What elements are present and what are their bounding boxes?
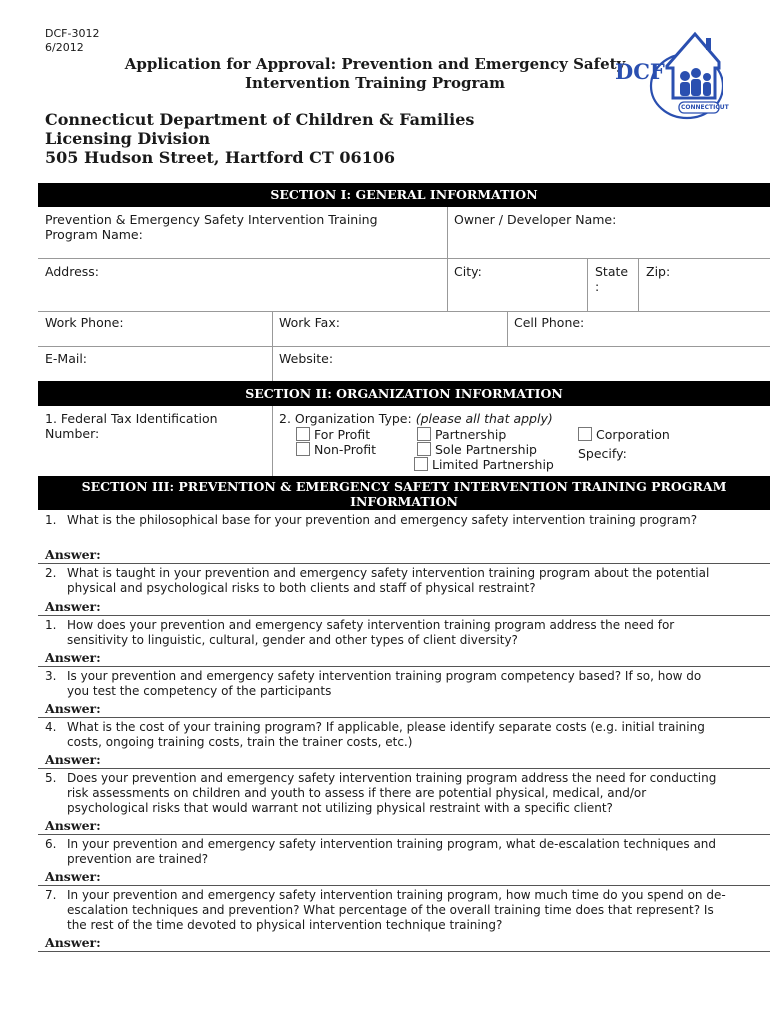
form-date: 6/2012 [45,41,84,54]
question-number: 1. [45,618,57,632]
section-3-heading-line-1: SECTION III: PREVENTION & EMERGENCY SAFETY INTERVENTION TRAINING PROGRAM [81,479,727,494]
agency-address [45,110,474,167]
state-label-colon: : [595,279,600,294]
for-profit-option[interactable] [296,427,370,442]
tax-id-label-2: Number: [45,426,100,441]
question-5 [45,720,765,750]
program-name-field[interactable] [45,212,378,242]
question-7 [45,837,765,867]
question-6 [45,771,765,816]
question-2 [45,566,765,596]
question-text: Is your prevention and emergency safety intervention training program competency based? If so, how do you test the competency of the participants [67,669,702,698]
sole-partnership-option[interactable] [417,442,537,457]
limited-partnership-checkbox[interactable] [414,457,428,471]
state-field[interactable] [595,264,628,294]
cell-phone-field[interactable]: Cell Phone: [514,315,585,330]
question-text: Does your prevention and emergency safety intervention training program address the need for conducting risk assessments on children and youth to assess if there are potential physical, medical, and/or psychological risks that would warrant not utilizing physical restraint with a specific client? [67,771,717,815]
org-type-label-text: 2. Organization Type: [279,411,412,426]
tax-id-field[interactable] [45,411,218,441]
title-line-1: Application for Approval: Prevention and Emergency Safety [124,55,626,73]
question-8 [45,888,765,933]
state-label: State [595,264,629,279]
limited-partnership-option[interactable] [414,457,554,472]
question-3 [45,618,765,648]
specify-field[interactable]: Specify: [578,446,627,461]
for-profit-label: For Profit [314,427,371,442]
question-number: 4. [45,720,57,734]
answer-label-6[interactable]: Answer: [45,818,101,833]
corporation-label: Corporation [596,427,670,442]
corporation-option[interactable] [578,427,670,442]
question-number: 2. [45,566,57,580]
question-text: How does your prevention and emergency safety intervention training program address the need for sensitivity to linguistic, cultural, gender and other types of client diversity? [67,618,675,647]
partnership-checkbox[interactable] [417,427,431,441]
answer-label-4[interactable]: Answer: [45,701,101,716]
section-3-heading-line-2: INFORMATION [350,494,458,509]
question-text: In your prevention and emergency safety intervention training program, what de-escalation techniques and prevention are trained? [67,837,717,866]
logo-text: DCF [615,59,665,84]
email-field[interactable]: E-Mail: [45,351,88,366]
partnership-option[interactable] [417,427,506,442]
org-type-label [279,411,553,426]
answer-label-1[interactable]: Answer: [45,547,101,562]
question-text: What is the philosophical base for your prevention and emergency safety intervention training program? [67,513,698,527]
sole-partnership-checkbox[interactable] [417,442,431,456]
question-number: 3. [45,669,57,683]
non-profit-option[interactable] [296,442,376,457]
sole-partnership-label: Sole Partnership [435,442,537,457]
question-number: 5. [45,771,57,785]
answer-label-7[interactable]: Answer: [45,869,101,884]
city-field[interactable]: City: [454,264,482,279]
zip-field[interactable]: Zip: [646,264,671,279]
agency-name: Connecticut Department of Children & Families [45,110,475,129]
answer-label-2[interactable]: Answer: [45,599,101,614]
title-line-2: Intervention Training Program [244,74,505,92]
question-text: What is the cost of your training program? If applicable, please identify separate costs (e.g. initial training costs, ongoing training costs, train the trainer costs, etc.) [67,720,705,749]
agency-division: Licensing Division [45,129,211,148]
section-1-heading: SECTION I: GENERAL INFORMATION [38,183,770,207]
answer-label-8[interactable]: Answer: [45,935,101,950]
section-2-heading: SECTION II: ORGANIZATION INFORMATION [38,381,770,406]
tax-id-label-1: 1. Federal Tax Identification [45,411,218,426]
website-field[interactable]: Website: [279,351,334,366]
answer-label-3[interactable]: Answer: [45,650,101,665]
corporation-checkbox[interactable] [578,427,592,441]
question-1 [45,513,765,528]
question-number: 7. [45,888,57,902]
logo-state: CONNECTICUT [681,104,729,111]
non-profit-checkbox[interactable] [296,442,310,456]
form-number-block [45,27,99,55]
question-text: What is taught in your prevention and emergency safety intervention training program about the potential physical and psychological risks to both clients and staff of physical restraint? [67,566,710,595]
owner-developer-field[interactable]: Owner / Developer Name: [454,212,617,227]
org-type-hint: (please all that apply) [415,411,553,426]
form-number: DCF-3012 [45,27,100,40]
limited-partnership-label: Limited Partnership [432,457,554,472]
section-3-heading [38,476,770,510]
question-number: 1. [45,513,57,527]
address-field[interactable]: Address: [45,264,99,279]
agency-street: 505 Hudson Street, Hartford CT 06106 [45,148,395,167]
program-name-label-2: Program Name: [45,227,143,242]
non-profit-label: Non-Profit [314,442,377,457]
question-text: In your prevention and emergency safety intervention training program, how much time do you spend on de-escalation techniques and prevention? What percentage of the overall training time does that represent? Is the rest of the time devoted to physical intervention technique training? [67,888,726,932]
question-number: 6. [45,837,57,851]
work-fax-field[interactable]: Work Fax: [279,315,340,330]
work-phone-field[interactable]: Work Phone: [45,315,124,330]
form-title [110,55,640,93]
question-4 [45,669,765,699]
program-name-label-1: Prevention & Emergency Safety Intervention Training [45,212,378,227]
partnership-label: Partnership [435,427,507,442]
for-profit-checkbox[interactable] [296,427,310,441]
answer-label-5[interactable]: Answer: [45,752,101,767]
dcf-logo [603,28,729,120]
